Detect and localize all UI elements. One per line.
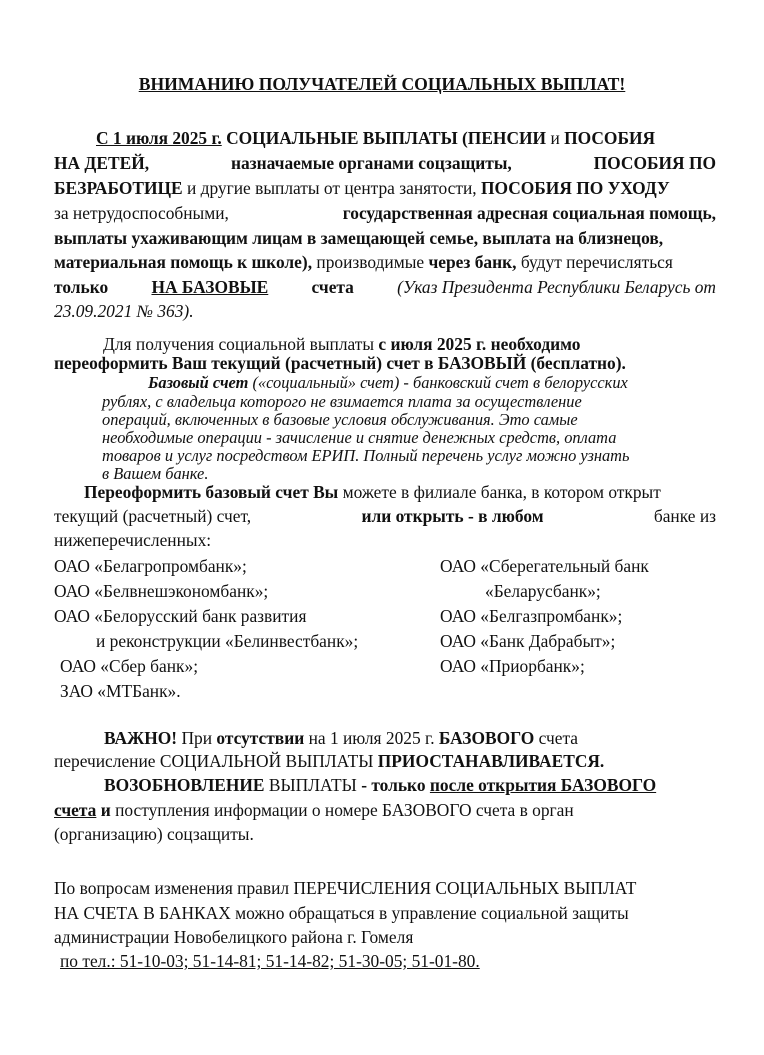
p1-line-8: 23.09.2021 № 363). — [54, 301, 194, 321]
p6-line-3: администрации Новобелицкого района г. Гомеля — [54, 927, 414, 947]
bank-right-4: ОАО «Приорбанк»; — [440, 656, 585, 676]
bank-right-3: ОАО «Банк Дабрабыт»; — [440, 631, 616, 651]
bank-left-4: ОАО «Сбер банк»; — [60, 656, 199, 676]
p3-line-3: нижеперечисленных: — [54, 530, 212, 550]
p4-line-1: ВАЖНО! При отсутствии на 1 июля 2025 г. БАЗОВОГО счета — [104, 728, 578, 748]
p1-line-3: БЕЗРАБОТИЦЕ и другие выплаты от центра занятости, ПОСОБИЯ ПО УХОДУ — [54, 178, 670, 198]
p5-line-2: счета и поступления информации о номере БАЗОВОГО счета в орган — [54, 800, 574, 820]
p6-line-1: По вопросам изменения правил ПЕРЕЧИСЛЕНИЯ СОЦИАЛЬНЫХ ВЫПЛАТ — [54, 878, 637, 898]
p3-line-1: Переоформить базовый счет Вы можете в филиале банка, в котором открыт — [84, 482, 661, 502]
p2-line-1: Для получения социальной выплаты с июля 2025 г. необходимо — [103, 334, 581, 354]
p2-line-5: операций, включенных в базовые условия обслуживания. Это самые — [102, 410, 578, 429]
bank-left-1: ОАО «Белагропромбанк»; — [54, 556, 247, 576]
bank-left-2: ОАО «Белвнешэкономбанк»; — [54, 581, 269, 601]
p2-line-4: рублях, с владельца которого не взимается плата за осуществление — [102, 392, 582, 411]
p1-line-4: за нетрудоспособными, государственная адресная социальная помощь, — [54, 203, 716, 223]
bank-left-5: ЗАО «МТБанк». — [60, 681, 181, 701]
p2-line-3: Базовый счет («социальный» счет) - банковский счет в белорусских — [148, 373, 628, 392]
p2-line-7: товаров и услуг посредством ЕРИП. Полный перечень услуг можно узнать — [102, 446, 630, 465]
p6-line-2: НА СЧЕТА В БАНКАХ можно обращаться в управление социальной защиты — [54, 903, 629, 923]
p1-line-1: С 1 июля 2025 г. СОЦИАЛЬНЫЕ ВЫПЛАТЫ (ПЕНСИИ и ПОСОБИЯ — [96, 128, 656, 148]
p1-line-2: НА ДЕТЕЙ, назначаемые органами соцзащиты, ПОСОБИЯ ПО — [54, 153, 716, 173]
p3-line-2: текущий (расчетный) счет, или открыть - в любом банке из — [54, 506, 716, 526]
p5-line-3: (организацию) соцзащиты. — [54, 824, 254, 844]
p2-line-2: переоформить Ваш текущий (расчетный) счет в БАЗОВЫЙ (бесплатно). — [54, 353, 626, 373]
page-title: ВНИМАНИЮ ПОЛУЧАТЕЛЕЙ СОЦИАЛЬНЫХ ВЫПЛАТ! — [138, 74, 626, 94]
bank-right-2: ОАО «Белгазпромбанк»; — [440, 606, 623, 626]
p2-line-8: в Вашем банке. — [102, 464, 209, 483]
bank-right-1-cont: «Беларусбанк»; — [485, 581, 601, 601]
p1-line-5: выплаты ухаживающим лицам в замещающей семье, выплата на близнецов, — [54, 228, 664, 248]
p5-line-1: ВОЗОБНОВЛЕНИЕ ВЫПЛАТЫ - только после открытия БАЗОВОГО — [104, 775, 657, 795]
phone-numbers: по тел.: 51-10-03; 51-14-81; 51-14-82; 51-30-05; 51-01-80. — [60, 951, 480, 971]
bank-right-1: ОАО «Сберегательный банк — [440, 556, 649, 576]
p1-line-7: только НА БАЗОВЫЕ счета (Указ Президента Республики Беларусь от — [54, 277, 716, 297]
bank-left-3-cont: и реконструкции «Белинвестбанк»; — [96, 631, 359, 651]
p4-line-2: перечисление СОЦИАЛЬНОЙ ВЫПЛАТЫ ПРИОСТАНАВЛИВАЕТСЯ. — [54, 751, 605, 771]
p1-line-6: материальная помощь к школе), производимые через банк, будут перечисляться — [54, 252, 673, 272]
p2-line-6: необходимые операции - зачисление и снятие денежных средств, оплата — [102, 428, 617, 447]
bank-left-3: ОАО «Белорусский банк развития — [54, 606, 307, 626]
